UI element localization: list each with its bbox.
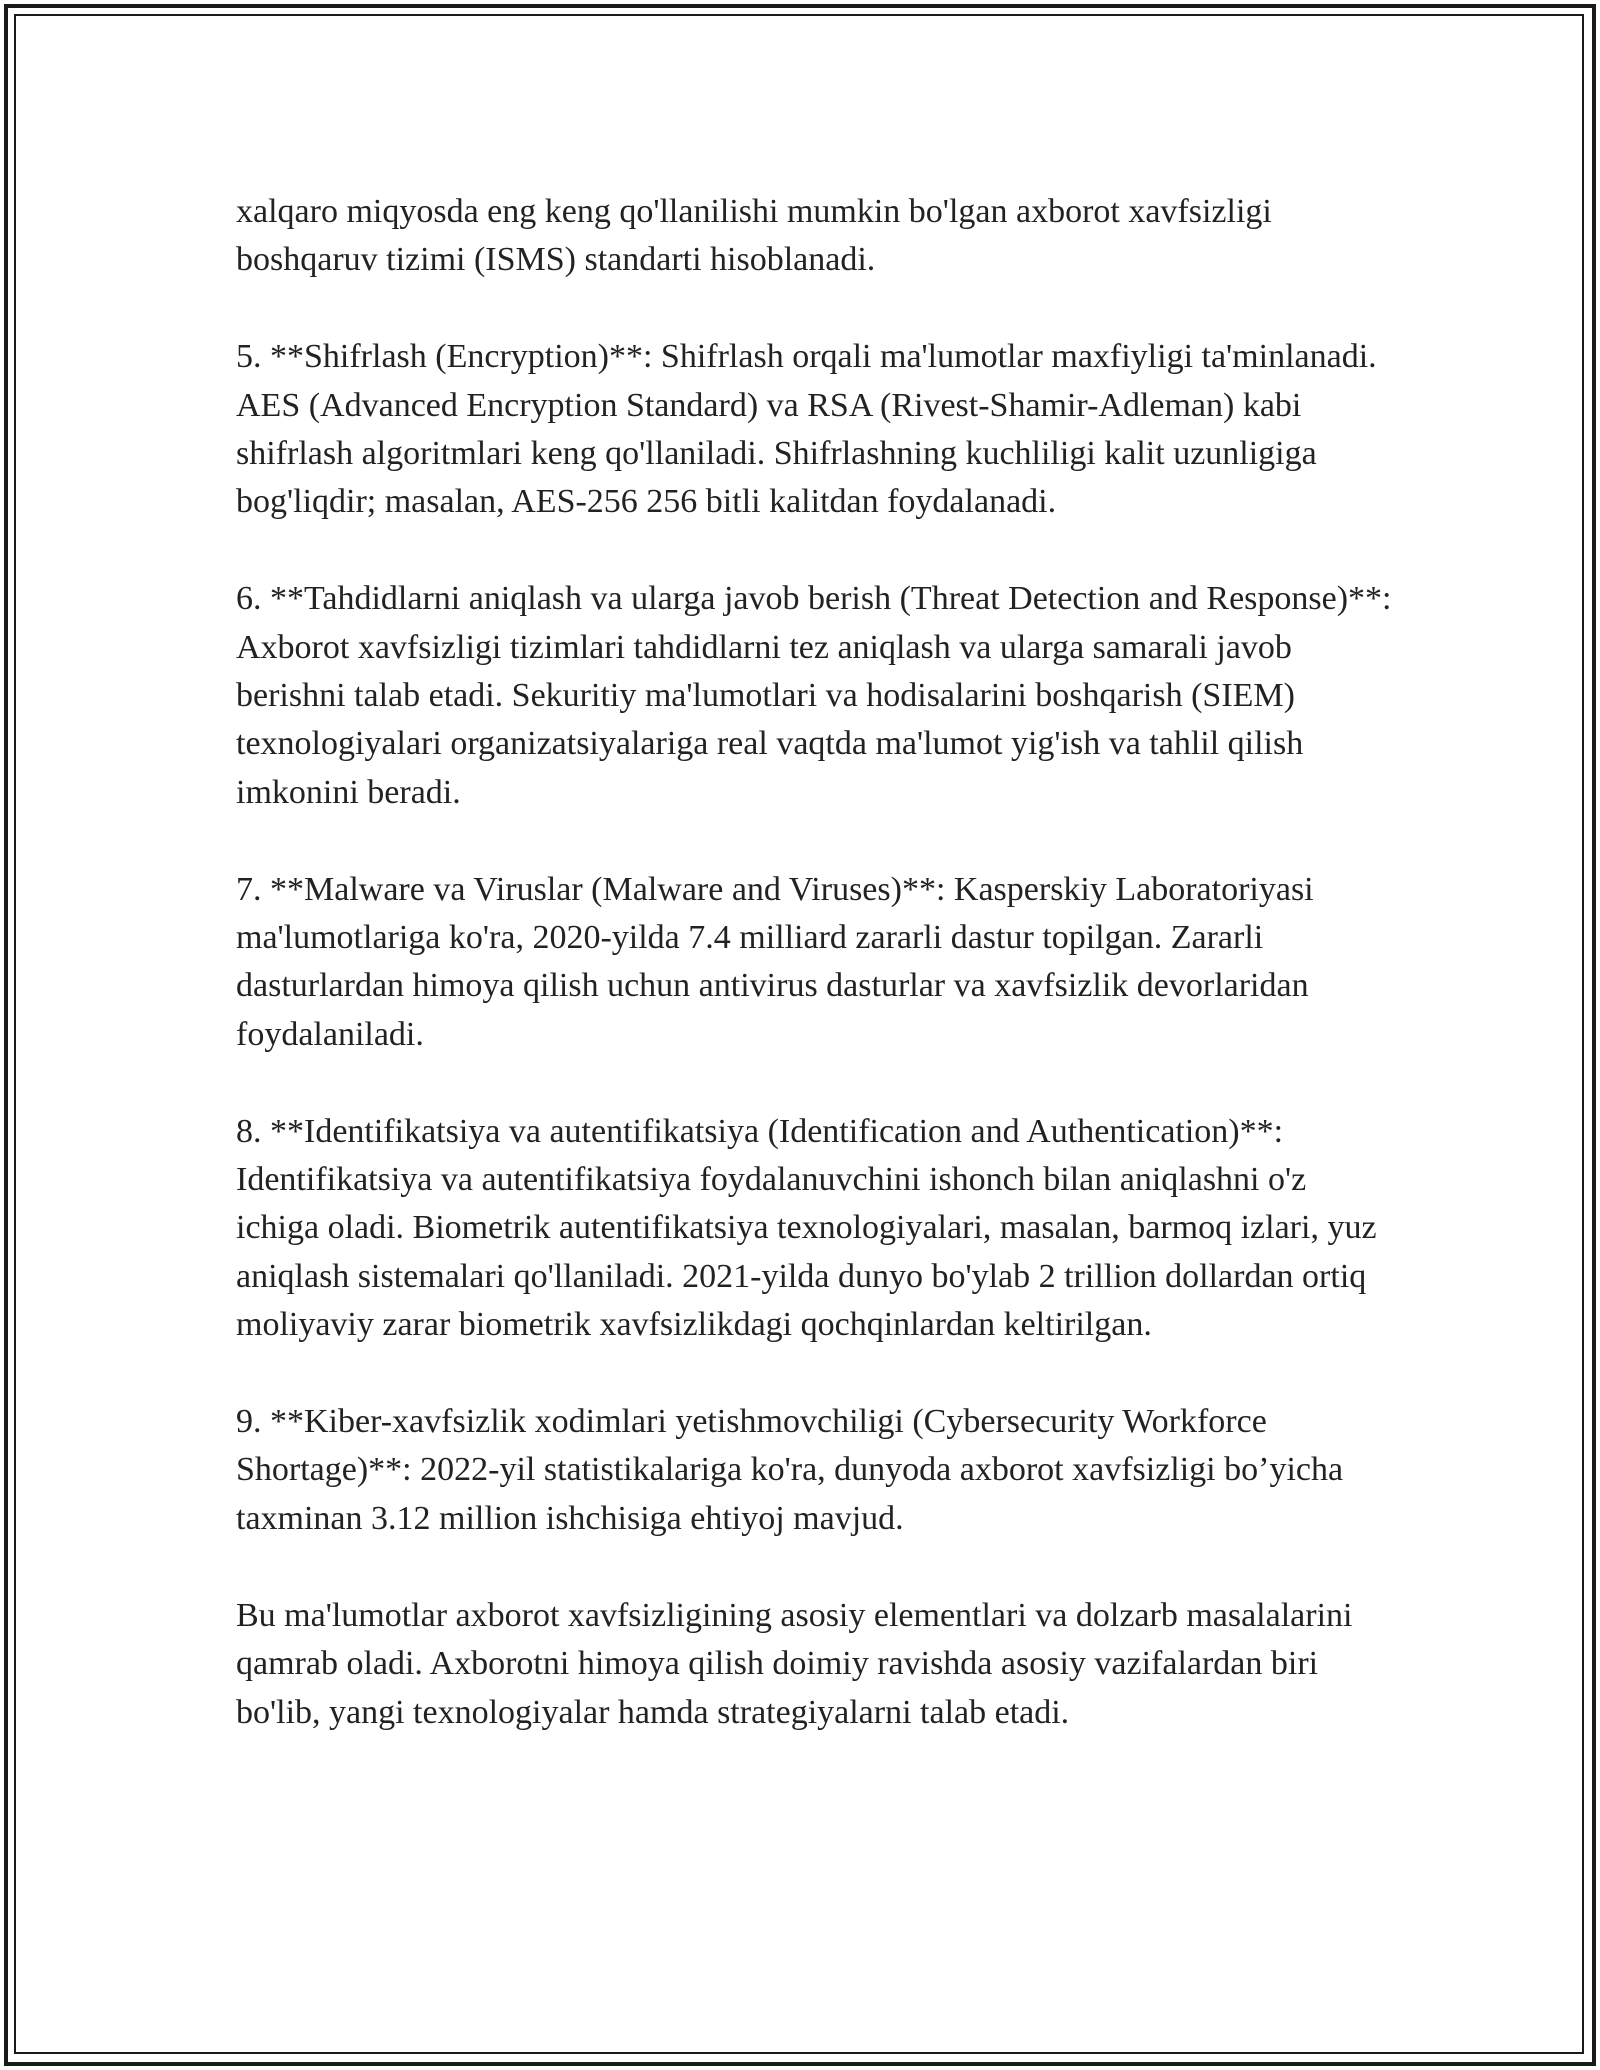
paragraph-isms-continuation: xalqaro miqyosda eng keng qo'llanilishi mumkin bo'lgan axborot xavfsizligi boshqaruv tizimi (ISMS) standarti hisoblanadi. (236, 193, 1272, 279)
paragraph-authentication: 8. **Identifikatsiya va autentifikatsiya (Identification and Authentication)**: Identifikatsiya va autentifikatsiya foydalanuvchini ishonch bilan aniqlashni o'z ichiga oladi. Biometrik autentifikatsiya texnologiyalari, masalan, barmoq izlari, yuz aniqlash sistemalari qo'llaniladi. 2021-yilda dunyo bo'ylab 2 trillion dollardan ortiq moliyaviy zarar biometrik xavfsizlikdagi qochqinlardan keltirilgan. (236, 1112, 1377, 1344)
document-body (236, 188, 1396, 1785)
paragraph-threat-detection: 6. **Tahdidlarni aniqlash va ularga javob berish (Threat Detection and Response)**: Axborot xavfsizligi tizimlari tahdidlarni tez aniqlash va ularga samarali javob berishni talab etadi. Sekuritiy ma'lumotlari va hodisalarini boshqarish (SIEM) texnologiyalari organizatsiyalariga real vaqtda ma'lumot yig'ish va tahlil qilish imkonini beradi. (236, 580, 1392, 811)
paragraph-conclusion: Bu ma'lumotlar axborot xavfsizligining asosiy elementlari va dolzarb masalalarini qamrab oladi. Axborotni himoya qilish doimiy ravishda asosiy vazifalardan biri bo'lib, yangi texnologiyalar hamda strategiyalarni talab etadi. (236, 1596, 1353, 1731)
paragraph-encryption: 5. **Shifrlash (Encryption)**: Shifrlash orqali ma'lumotlar maxfiyligi ta'minlanadi. AES (Advanced Encryption Standard) va RSA (Rivest-Shamir-Adleman) kabi shifrlash algoritmlari keng qo'llaniladi. Shifrlashning kuchliligi kalit uzunligiga bog'liqdir; masalan, AES-256 256 bitli kalitdan foydalanadi. (236, 338, 1377, 521)
paragraph-workforce-shortage: 9. **Kiber-xavfsizlik xodimlari yetishmovchiligi (Cybersecurity Workforce Shortage)**: 2022-yil statistikalariga ko'ra, dunyoda axborot xavfsizligi bo’yicha taxminan 3.12 million ishchisiga ehtiyoj mavjud. (236, 1403, 1344, 1537)
paragraph-malware: 7. **Malware va Viruslar (Malware and Viruses)**: Kasperskiy Laboratoriyasi ma'lumotlariga ko'ra, 2020-yilda 7.4 milliard zararli dastur topilgan. Zararli dasturlardan himoya qilish uchun antivirus dasturlar va xavfsizlik devorlaridan foydalaniladi. (236, 870, 1314, 1053)
